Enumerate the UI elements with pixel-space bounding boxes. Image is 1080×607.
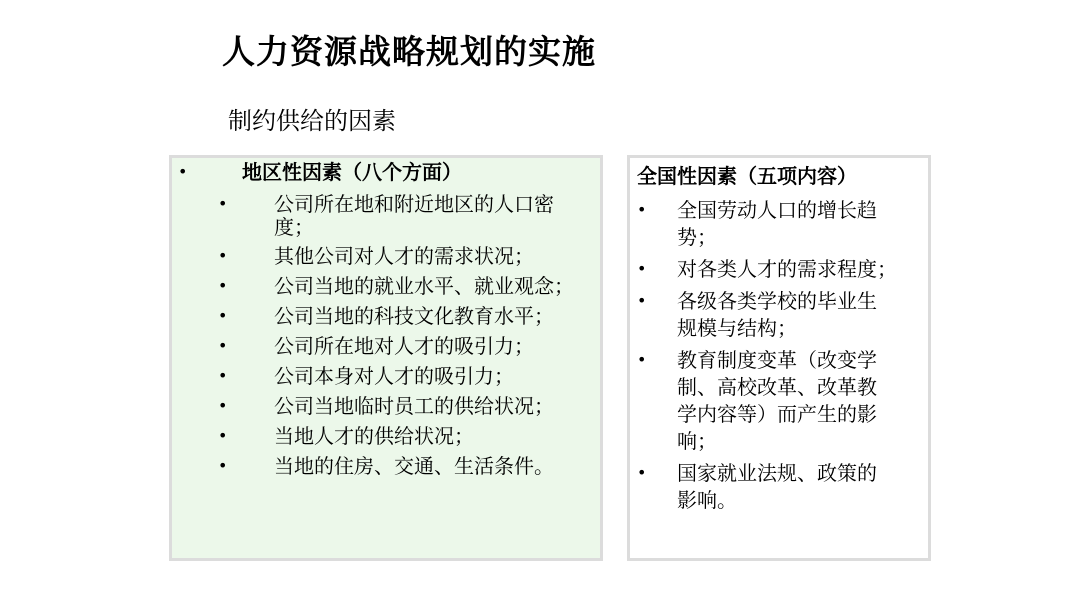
national-factors-heading: 全国性因素（五项内容） (637, 164, 857, 188)
list-item-line: 对各类人才的需求程度； (677, 257, 897, 281)
slide-subtitle: 制约供给的因素 (228, 107, 396, 135)
list-item-line: 其他公司对人才的需求状况； (274, 244, 534, 268)
slide-title: 人力资源战略规划的实施 (222, 32, 596, 71)
list-item-line: 公司当地临时员工的供给状况； (274, 394, 554, 418)
list-item-line: 制、高校改革、改革教 (677, 375, 877, 399)
bullet: • (218, 366, 228, 385)
bullet: • (637, 291, 647, 310)
bullet: • (218, 456, 228, 475)
list-item-line: 影响。 (677, 488, 737, 512)
bullet: • (637, 350, 647, 369)
bullet: • (218, 306, 228, 325)
bullet: • (218, 246, 228, 265)
regional-factors-heading: 地区性因素（八个方面） (242, 160, 462, 184)
list-item-line: 公司所在地对人才的吸引力； (274, 334, 534, 358)
bullet: • (637, 200, 647, 219)
bullet: • (218, 396, 228, 415)
bullet: • (637, 259, 647, 278)
list-item-line: 当地人才的供给状况； (274, 424, 474, 448)
list-item-line: 公司所在地和附近地区的人口密 (274, 192, 554, 216)
bullet: • (218, 276, 228, 295)
bullet: • (218, 194, 228, 213)
list-item-line: 公司本身对人才的吸引力； (274, 364, 514, 388)
list-item-line: 势； (677, 225, 717, 249)
list-item-line: 公司当地的科技文化教育水平； (274, 304, 554, 328)
list-item-line: 响； (677, 429, 717, 453)
list-item-line: 当地的住房、交通、生活条件。 (274, 454, 554, 478)
list-item-line: 学内容等）而产生的影 (677, 402, 877, 426)
list-item-line: 各级各类学校的毕业生 (677, 289, 877, 313)
list-item-line: 国家就业法规、政策的 (677, 461, 877, 485)
bullet: • (218, 426, 228, 445)
bullet: • (637, 463, 647, 482)
list-item-line: 全国劳动人口的增长趋 (677, 198, 877, 222)
list-item-line: 度； (274, 215, 314, 239)
list-item-line: 公司当地的就业水平、就业观念； (274, 274, 574, 298)
list-item-line: 教育制度变革（改变学 (677, 348, 877, 372)
bullet: • (178, 162, 188, 181)
bullet: • (218, 336, 228, 355)
list-item-line: 规模与结构； (677, 316, 797, 340)
